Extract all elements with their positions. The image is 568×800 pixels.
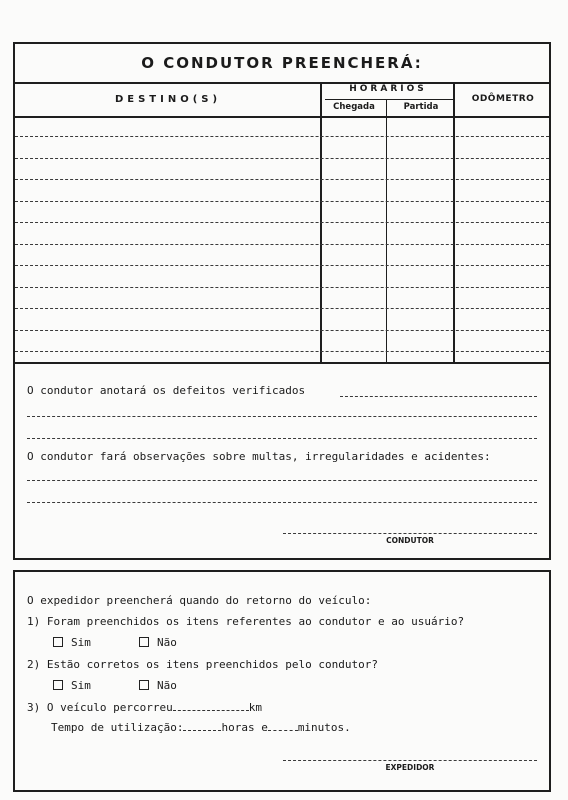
q2-nao-label: Não <box>157 679 177 692</box>
driver-section-title: O CONDUTOR PREENCHERÁ: <box>15 44 549 84</box>
table-bottom-rule <box>15 362 549 364</box>
defects-line-2[interactable] <box>27 416 537 417</box>
dispatcher-section <box>13 570 551 792</box>
hours-label: horas e <box>221 721 268 734</box>
dispatcher-intro: O expedidor preencherá quando do retorno do veículo: <box>27 594 372 607</box>
minutes-label: minutos. <box>297 721 351 734</box>
table-row[interactable] <box>15 222 549 223</box>
table-row[interactable] <box>15 330 549 331</box>
question-2: 2) Estão corretos os itens preenchidos pelo condutor? <box>27 658 378 671</box>
observations-prompt: O condutor fará observações sobre multas, irregularidades e acidentes: <box>27 450 491 463</box>
column-header-horarios: HORÁRIOS <box>349 84 427 94</box>
defects-line-1[interactable] <box>340 396 537 397</box>
q2-sim-label: Sim <box>71 679 91 692</box>
defects-prompt-text: O condutor anotará os defeitos verificados <box>27 384 306 397</box>
defects-line-3[interactable] <box>27 438 537 439</box>
q1-sim-label: Sim <box>71 636 91 649</box>
table-row[interactable] <box>15 244 549 245</box>
minutes-field[interactable] <box>268 721 298 731</box>
horarios-divider <box>325 99 453 100</box>
q2-option-sim[interactable] <box>53 679 91 692</box>
driver-signature-line[interactable] <box>283 533 537 534</box>
q2-nao-checkbox[interactable] <box>139 680 149 690</box>
usage-time-prefix: Tempo de utilização: <box>51 721 184 734</box>
defects-prompt <box>27 384 305 397</box>
header-bottom-rule <box>15 116 549 118</box>
column-header-odometro: ODÔMETRO <box>471 94 535 104</box>
table-row[interactable] <box>15 136 549 137</box>
q2-sim-checkbox[interactable] <box>53 680 63 690</box>
observations-line-2[interactable] <box>27 502 537 503</box>
q1-option-nao[interactable] <box>139 636 177 649</box>
question-1: 1) Foram preenchidos os itens referentes ao condutor e ao usuário? <box>27 615 465 628</box>
q1-nao-checkbox[interactable] <box>139 637 149 647</box>
q1-nao-label: Não <box>157 636 177 649</box>
column-header-chegada: Chegada <box>333 102 375 112</box>
driver-section <box>13 42 551 560</box>
table-row[interactable] <box>15 179 549 180</box>
table-row[interactable] <box>15 158 549 159</box>
q3-unit: km <box>248 701 262 714</box>
table-row[interactable] <box>15 287 549 288</box>
usage-time <box>51 721 351 734</box>
hours-field[interactable] <box>183 721 221 731</box>
distance-field[interactable] <box>173 701 249 711</box>
q3-prefix: 3) O veículo percorreu <box>27 701 173 714</box>
table-row[interactable] <box>15 265 549 266</box>
table-row[interactable] <box>15 351 549 352</box>
dispatcher-signature-line[interactable] <box>283 760 537 761</box>
q1-option-sim[interactable] <box>53 636 91 649</box>
dispatcher-signature-label: EXPEDIDOR <box>385 763 435 772</box>
q2-option-nao[interactable] <box>139 679 177 692</box>
table-row[interactable] <box>15 308 549 309</box>
column-header-destino: DESTINO(S) <box>114 94 222 105</box>
driver-signature-label: CONDUTOR <box>386 536 434 545</box>
q1-sim-checkbox[interactable] <box>53 637 63 647</box>
observations-line-1[interactable] <box>27 480 537 481</box>
question-3 <box>27 701 262 714</box>
column-header-partida: Partida <box>403 102 439 112</box>
table-row[interactable] <box>15 201 549 202</box>
column-divider-chegada <box>386 100 387 362</box>
